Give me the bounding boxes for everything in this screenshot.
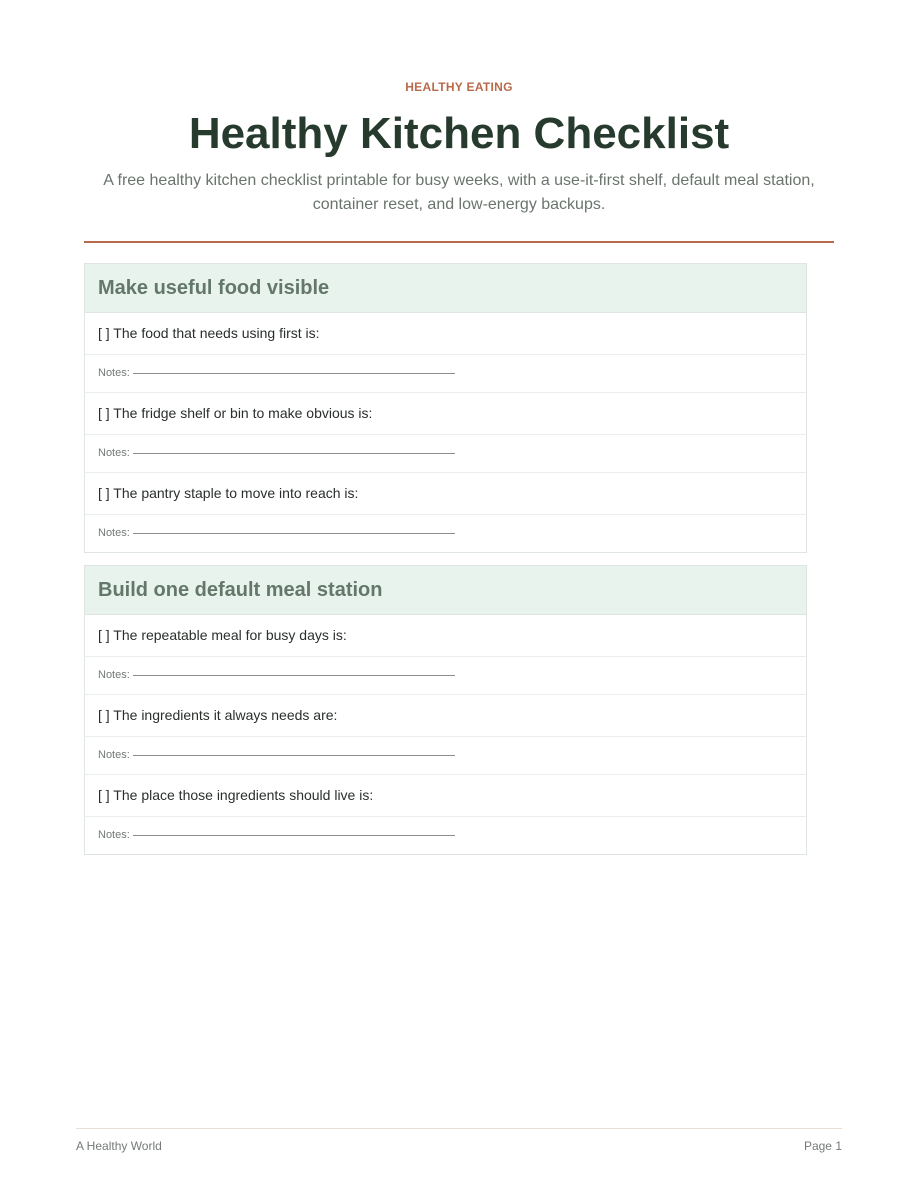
checklist-item: [ ] The fridge shelf or bin to make obvious is: xyxy=(85,393,806,435)
header-divider xyxy=(84,241,834,243)
notes-line xyxy=(133,835,455,836)
section-title: Build one default meal station xyxy=(85,566,806,615)
checklist-item: [ ] The place those ingredients should live is: xyxy=(85,775,806,817)
notes-label: Notes: xyxy=(98,669,130,681)
notes-label: Notes: xyxy=(98,447,130,459)
section-title: Make useful food visible xyxy=(85,264,806,313)
footer-page-number: Page 1 xyxy=(803,1139,842,1153)
notes-row xyxy=(85,515,806,552)
notes-row xyxy=(85,657,806,695)
notes-row xyxy=(85,817,806,854)
notes-row xyxy=(85,355,806,393)
footer-divider xyxy=(76,1128,842,1129)
eyebrow-label: HEALTHY EATING xyxy=(405,80,513,94)
notes-row xyxy=(85,435,806,473)
notes-label: Notes: xyxy=(98,829,130,841)
section-make-food-visible xyxy=(84,263,807,553)
notes-row xyxy=(85,737,806,775)
notes-line xyxy=(133,373,455,374)
notes-label: Notes: xyxy=(98,367,130,379)
checklist-item: [ ] The repeatable meal for busy days is: xyxy=(85,615,806,657)
notes-line xyxy=(133,453,455,454)
footer-site-name: A Healthy World xyxy=(76,1139,162,1153)
section-default-meal-station xyxy=(84,565,807,855)
notes-line xyxy=(133,533,455,534)
page-title: Healthy Kitchen Checklist xyxy=(188,109,730,158)
notes-label: Notes: xyxy=(98,749,130,761)
notes-label: Notes: xyxy=(98,527,130,539)
checklist-item: [ ] The ingredients it always needs are: xyxy=(85,695,806,737)
checklist-item: [ ] The food that needs using first is: xyxy=(85,313,806,355)
checklist-item: [ ] The pantry staple to move into reach is: xyxy=(85,473,806,515)
notes-line xyxy=(133,755,455,756)
page-subtitle: A free healthy kitchen checklist printable for busy weeks, with a use-it-first shelf, default meal station, container reset, and low-energy backups. xyxy=(103,172,815,213)
notes-line xyxy=(133,675,455,676)
